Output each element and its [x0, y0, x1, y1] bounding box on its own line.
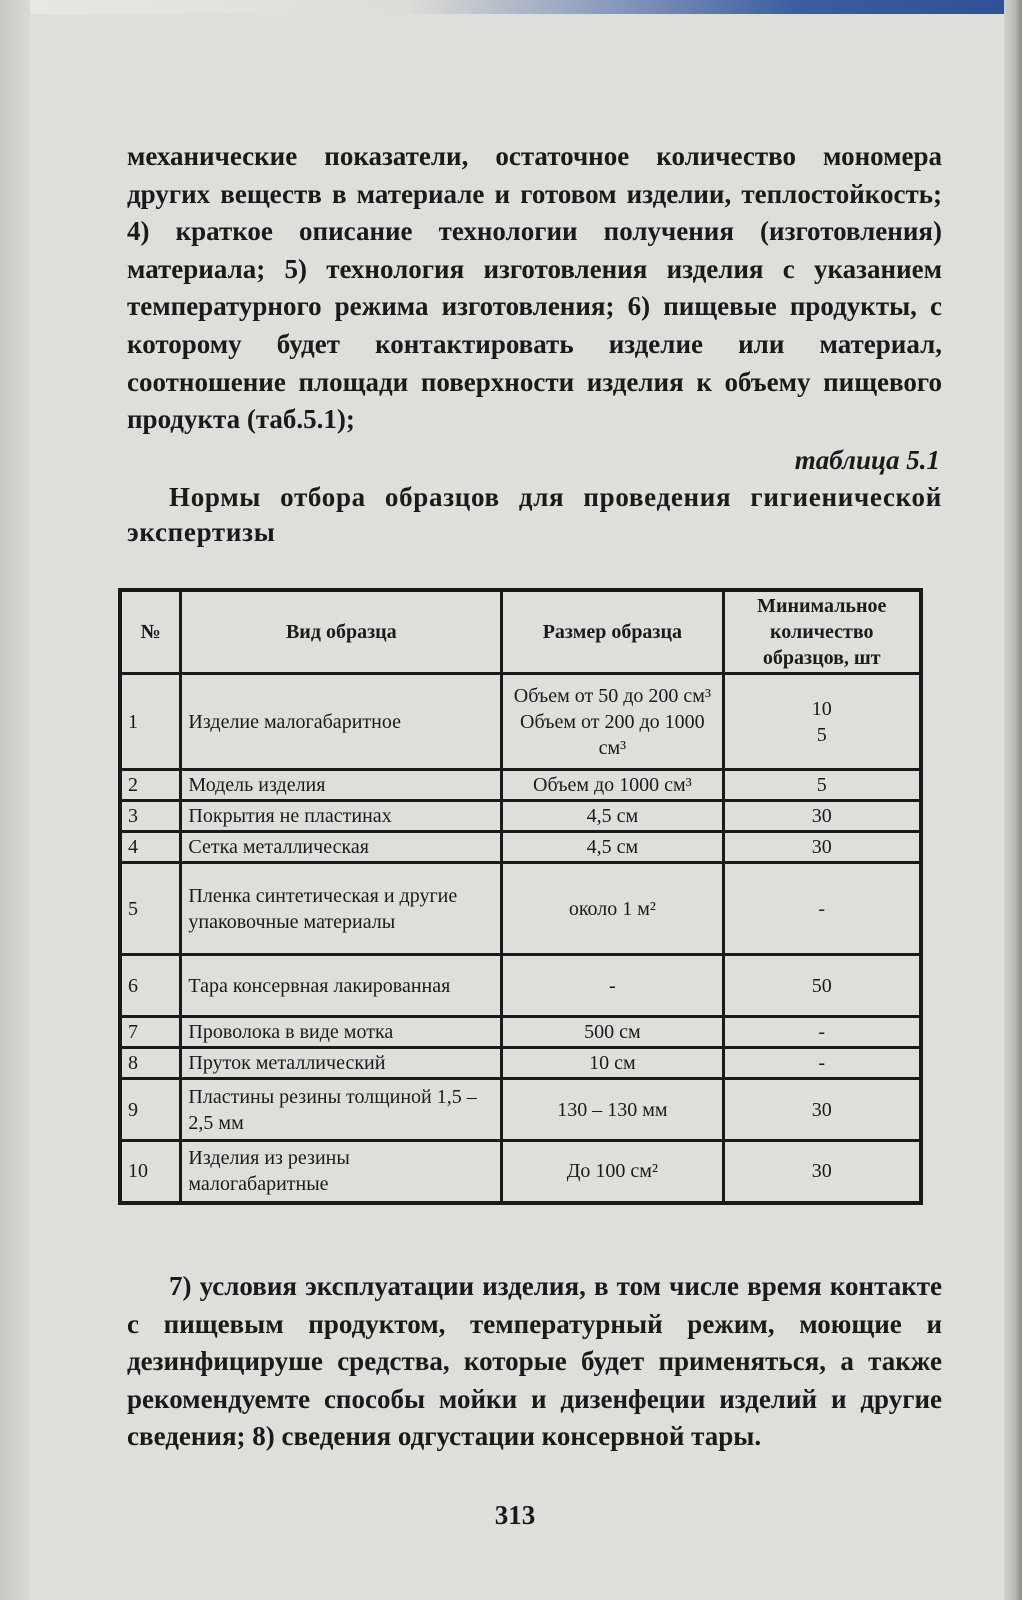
cell-number: 2 — [120, 770, 181, 801]
table-row — [120, 863, 921, 955]
cell-sample-size: Объем от 50 до 200 см³ Объем от 200 до 1000 см³ — [502, 674, 723, 770]
table-title: Нормы отбора образцов для проведения гигиенической экспертизы — [127, 482, 942, 547]
cell-sample-type: Сетка металлическая — [181, 832, 502, 863]
cell-number: 7 — [120, 1017, 181, 1048]
cell-sample-type: Пленка синтетическая и другие упаковочные материалы — [181, 863, 502, 955]
table-caption: таблица 5.1 — [794, 445, 940, 475]
page-number: 313 — [494, 1500, 536, 1530]
table-row — [120, 801, 921, 832]
cell-number: 1 — [120, 674, 181, 770]
cell-sample-size: До 100 см² — [502, 1141, 723, 1203]
cell-min-count: 50 — [723, 955, 921, 1017]
cell-sample-size: 10 см — [502, 1048, 723, 1079]
header-number: № — [120, 590, 181, 674]
cell-sample-type: Тара консервная лакированная — [181, 955, 502, 1017]
paragraph-top: механические показатели, остаточное количество мономера других веществ в материале и готовом изделии, теплостойкость; 4) краткое описание технологии получения (изготовления) материала; 5) технология изготовления изделия с указанием температурного режима изготовления; 6) пищевые продукты, с которому будет контактировать изделие или материал, соотношение площади поверхности изделия к объему пищевого продукта (таб.5.1); — [127, 141, 942, 435]
cell-sample-size: 4,5 см — [502, 801, 723, 832]
book-page — [30, 14, 1005, 1600]
table-row — [120, 674, 921, 770]
cell-sample-type: Изделие малогабаритное — [181, 674, 502, 770]
scan-right-edge — [1004, 0, 1022, 1600]
table-header-row — [120, 590, 921, 674]
cell-min-count: 10 5 — [723, 674, 921, 770]
cell-sample-size: 4,5 см — [502, 832, 723, 863]
cell-number: 6 — [120, 955, 181, 1017]
cell-sample-size: 130 – 130 мм — [502, 1079, 723, 1141]
cell-sample-type: Изделия из резины малогабаритные — [181, 1141, 502, 1203]
table-row — [120, 1079, 921, 1141]
sample-norms-table — [118, 588, 923, 1205]
cell-min-count: 30 — [723, 1141, 921, 1203]
header-sample-type: Вид образца — [181, 590, 502, 674]
cell-min-count: - — [723, 1017, 921, 1048]
cell-sample-type: Модель изделия — [181, 770, 502, 801]
cell-number: 10 — [120, 1141, 181, 1203]
table-row — [120, 955, 921, 1017]
cell-sample-size: - — [502, 955, 723, 1017]
paragraph-bottom: 7) условия эксплуатации изделия, в том числе время контакте с пищевым продуктом, температурный режим, моющие и дезинфицируше средства, которые будет применяться, а также рекомендуемте способы мойки и дизенфеции изделий и другие сведения; 8) сведения одгустации консервной тары. — [127, 1271, 942, 1452]
cell-min-count: 30 — [723, 1079, 921, 1141]
cell-number: 5 — [120, 863, 181, 955]
cell-min-count: - — [723, 1048, 921, 1079]
cell-sample-type: Пруток металлический — [181, 1048, 502, 1079]
cell-number: 9 — [120, 1079, 181, 1141]
header-sample-size: Размер образца — [502, 590, 723, 674]
cell-sample-type: Пластины резины толщиной 1,5 – 2,5 мм — [181, 1079, 502, 1141]
table-row — [120, 832, 921, 863]
cell-min-count: 30 — [723, 832, 921, 863]
table-row — [120, 1048, 921, 1079]
cell-min-count: 30 — [723, 801, 921, 832]
table-row — [120, 770, 921, 801]
cell-min-count: - — [723, 863, 921, 955]
cell-sample-size: 500 см — [502, 1017, 723, 1048]
cell-sample-type: Проволока в виде мотка — [181, 1017, 502, 1048]
cell-sample-size: около 1 м² — [502, 863, 723, 955]
header-min-count: Минимальное количество образцов, шт — [723, 590, 921, 674]
cell-min-count: 5 — [723, 770, 921, 801]
cell-sample-type: Покрытия не пластинах — [181, 801, 502, 832]
table-row — [120, 1017, 921, 1048]
scan-left-shadow — [0, 0, 30, 1600]
cell-number: 8 — [120, 1048, 181, 1079]
table-row — [120, 1141, 921, 1203]
cell-number: 3 — [120, 801, 181, 832]
cell-sample-size: Объем до 1000 см³ — [502, 770, 723, 801]
cell-number: 4 — [120, 832, 181, 863]
